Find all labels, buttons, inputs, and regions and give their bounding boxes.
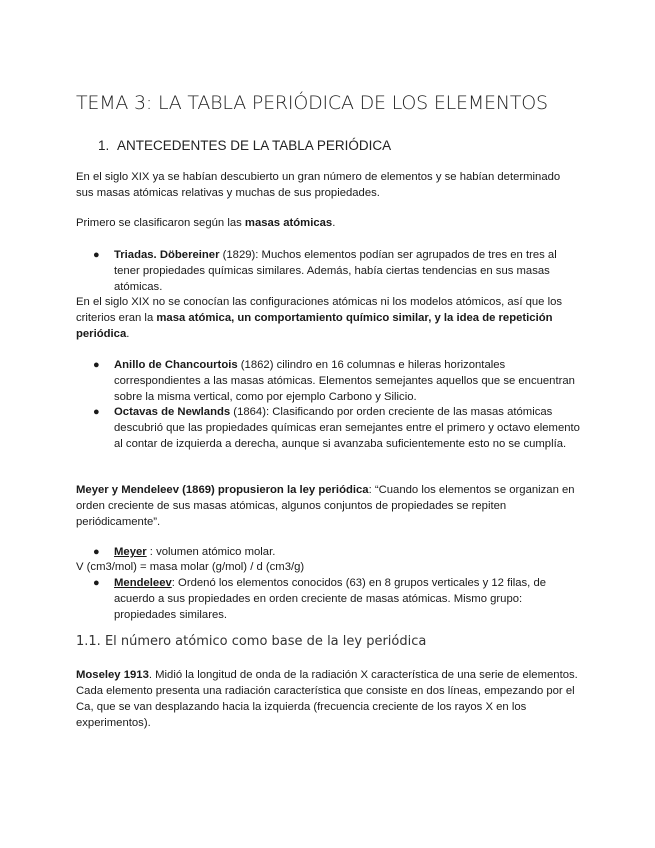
bold-underlined-span: Mendeleev: [114, 577, 172, 589]
text-span: : Ordenó los elementos conocidos (63) en 8 grupos verticales y 12 filas, de acuerdo a sus propiedades en orden creciente de masas atómicas. Mismo grupo: propiedades similares.: [114, 577, 547, 621]
bullet-icon: ●: [93, 249, 100, 261]
text-span: . Midió la longitud de onda de la radiación X característica de una serie de elementos. Cada elemento presenta una radiación característica que consiste en dos líneas, empezando por el Ca, que se van desplazando hacia la izquierda (frecuencia creciente de los rayos X en los experimentos).: [76, 669, 578, 729]
formula-line: V (cm3/mol) = masa molar (g/mol) / d (cm3/g): [76, 561, 305, 573]
paragraph-masas: [76, 215, 579, 231]
bullet-icon: ●: [93, 359, 100, 371]
section-heading: [98, 138, 391, 153]
bullet-icon: ●: [93, 546, 100, 558]
paragraph-moseley: [76, 667, 579, 731]
text-span: En el siglo XIX no se conocían las configuraciones atómicas ni los modelos atómicos, así que los criterios eran la: [76, 296, 563, 324]
bullet-icon: ●: [93, 577, 100, 589]
list-item-meyer: [93, 544, 580, 560]
list-item-triadas: [93, 247, 580, 295]
bold-span: Triadas. Döbereiner: [114, 249, 220, 261]
bold-span: Moseley 1913: [76, 669, 149, 681]
bold-span: masas atómicas: [244, 217, 333, 229]
text-span: .: [332, 217, 336, 229]
document-title: TEMA 3: LA TABLA PERIÓDICA DE LOS ELEMENTOS: [76, 92, 548, 114]
text-span: : “Cuando los elementos se organizan en orden creciente de sus masas atómicas, algunos conjuntos de propiedades se repiten periódicamente”.: [76, 484, 575, 528]
section-number: 1.: [98, 138, 110, 153]
subsection-heading: 1.1. El número atómico como base de la ley periódica: [76, 634, 427, 649]
list-item-newlands: [93, 404, 580, 452]
paragraph-intro: En el siglo XIX ya se habían descubierto un gran número de elementos y se habían determinado sus masas atómicas relativas y muchas de sus propiedades.: [76, 171, 561, 199]
text-span: (1862) cilindro en 16 columnas e hileras horizontales correspondientes a las masas atómicas. Elementos semejantes aquellos que se encuentran sobre la misma vertical, como por ejemplo Carbono y Silicio.: [114, 359, 575, 403]
list-item-chancourtois: [93, 357, 580, 405]
paragraph-criterios: [76, 294, 579, 342]
list-item-mendeleev: [93, 575, 580, 623]
bold-span: Octavas de Newlands: [114, 406, 231, 418]
text-span: .: [126, 328, 130, 340]
bold-underlined-span: Meyer: [114, 546, 147, 558]
text-span: : volumen atómico molar.: [146, 546, 276, 558]
bold-span: Meyer y Mendeleev (1869) propusieron la ley periódica: [76, 484, 369, 496]
bold-span: masa atómica, un comportamiento químico similar, y la idea de repetición periódica: [76, 312, 553, 340]
section-heading-text: ANTECEDENTES DE LA TABLA PERIÓDICA: [117, 138, 392, 153]
paragraph-ley-periodica: [76, 482, 579, 530]
bullet-icon: ●: [93, 406, 100, 418]
text-span: (1829): Muchos elementos podían ser agrupados de tres en tres al tener propiedades químicas similares. Además, había ciertas tendencias en sus masas atómicas.: [114, 249, 557, 293]
text-span: Primero se clasificaron según las: [76, 217, 245, 229]
text-span: (1864): Clasificando por orden creciente de las masas atómicas descubrió que las propiedades químicas eran semejantes entre el primero y octavo elemento al contar de izquierda a derecha, aunque si avanzaba suficientemente esto no se cumplía.: [114, 406, 580, 450]
bold-span: Anillo de Chancourtois: [114, 359, 238, 371]
